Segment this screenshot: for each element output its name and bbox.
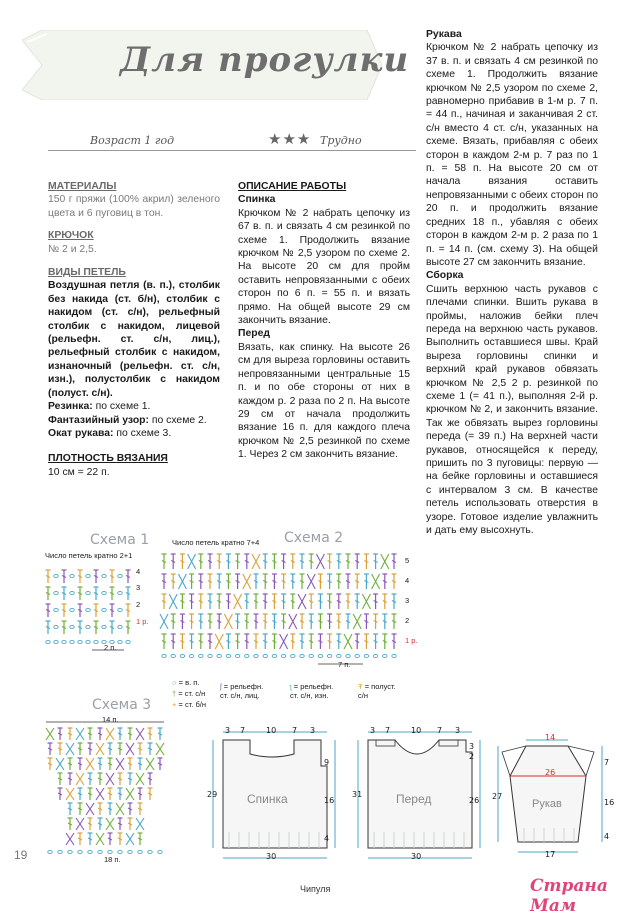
chain-mark (102, 591, 106, 594)
chain-mark (171, 654, 175, 657)
legend-hdc: Ŧ = полуст. с/н (358, 682, 396, 700)
chain-mark (281, 654, 285, 657)
page-title: Для прогулки (120, 40, 410, 80)
chain-mark (54, 591, 58, 594)
scheme3-chart (38, 720, 188, 860)
scheme2-row-4: 4 (405, 576, 410, 585)
chain-mark (309, 654, 313, 657)
chain-mark (118, 591, 122, 594)
difficulty-stars: ★★★ (268, 131, 312, 148)
chain-mark (70, 625, 74, 628)
chain-mark (300, 654, 304, 657)
gauge-text: 10 см = 22 п. (48, 466, 110, 478)
chain-mark (54, 640, 58, 643)
chain-mark (86, 591, 90, 594)
chain-mark (235, 654, 239, 657)
page-number: 19 (14, 848, 28, 862)
chain-mark (199, 654, 203, 657)
chain-mark (162, 654, 166, 657)
chain-mark (189, 654, 193, 657)
back-heading: Спинка (238, 194, 276, 206)
difficulty-label: Трудно (320, 134, 362, 147)
scheme2-row-5: 5 (405, 556, 410, 565)
chain-mark (118, 640, 122, 643)
chain-symbol: ○ (172, 678, 177, 687)
back-dim-top-5: 3 (310, 726, 316, 735)
chain-mark (86, 608, 90, 611)
chain-mark (245, 654, 249, 657)
chain-mark (180, 654, 184, 657)
chain-mark (118, 574, 122, 577)
legend-fpdc: ʃ = рельефн. ст. с/н, лиц. (220, 682, 264, 700)
chain-mark (70, 574, 74, 577)
legend-chain: ○ = в. п. (172, 678, 200, 687)
chain-mark (383, 654, 387, 657)
sleeve-dim-right-1: 7 (604, 758, 610, 767)
scheme2-row-2: 2 (405, 616, 410, 625)
chain-mark (158, 850, 162, 853)
cap-line: Окат рукава: по схеме 3. (48, 427, 172, 439)
back-dim-top-4: 7 (292, 726, 298, 735)
fpdc-symbol: ʃ (220, 682, 222, 691)
scheme1-caption: Число петель кратно 2+1 (45, 551, 133, 560)
chain-mark (128, 850, 132, 853)
front-dim-bottom: 30 (411, 852, 422, 861)
chain-mark (217, 654, 221, 657)
back-dim-top-2: 7 (240, 726, 246, 735)
scheme1-title: Схема 1 (90, 532, 150, 548)
chain-mark (118, 625, 122, 628)
chain-mark (392, 654, 396, 657)
sleeve-dim-left: 27 (492, 792, 503, 801)
scheme2-row-1: 1 р. (405, 636, 418, 645)
chain-mark (98, 850, 102, 853)
chain-mark (337, 654, 341, 657)
materials-heading: МАТЕРИАЛЫ (48, 181, 117, 192)
scheme3-title: Схема 3 (92, 697, 152, 713)
scheme1-row-4: 4 (136, 567, 141, 576)
scheme2-chart (158, 548, 408, 668)
chain-mark (58, 850, 62, 853)
chain-mark (78, 850, 82, 853)
scheme2-stitches: 7 п. (338, 660, 351, 669)
front-dim-top-1: 3 (370, 726, 376, 735)
header-rule (48, 150, 416, 151)
site-watermark: Страна Мам (530, 876, 608, 916)
hook-text: № 2 и 2,5. (48, 243, 97, 255)
back-text: Крючком № 2 набрать цепочку из 67 в. п. и связать 4 см резинкой по схеме 1. Продолжить вязание крючком № 2,5 узором по схеме 2. На высоте 20 см для пройм оставить непровязанными с обеих сторон по 6 п. = 55 п. и вязать прямо. На общей высоте 29 см закончить вязание. (238, 207, 410, 327)
description-heading: ОПИСАНИЕ РАБОТЫ (238, 181, 347, 192)
chain-mark (102, 608, 106, 611)
chain-mark (102, 574, 106, 577)
front-heading: Перед (238, 328, 270, 340)
chain-mark (54, 574, 58, 577)
right-column (426, 28, 598, 537)
age-label: Возраст 1 год (90, 134, 175, 147)
sleeve-dim-mid: 26 (545, 768, 556, 777)
chain-mark (94, 640, 98, 643)
chain-mark (62, 640, 66, 643)
chain-mark (70, 591, 74, 594)
assembly-text: Сшить верхнюю часть рукавов с плечами спинки. Вшить рукава в проймы, наложив бейки плеч переда на верхнюю часть рукавов. Выполнить оставшиеся швы. Край выреза горловины спинки и верхний край рукавов обвязать крючком № 2,5 2 р. резинкой по схеме 1 (= 41 п.), выполняя 2-й р. крючком № 2, и закончить вязание. Так же обвязать вырез горловины переда (= 39 п.) На верхней части рукавов, относящейся к переду, пришить по 3 пуговицы: первую — на бейке горловины и оставшиеся с интервалом 3 см. В качестве петель использовать отверстия в узоре. Готовое изделие увлажнить и дать ему высохнуть. (426, 283, 598, 537)
chain-mark (208, 654, 212, 657)
front-dim-top-3: 10 (411, 726, 422, 735)
chain-mark (272, 654, 276, 657)
scheme1-row-3: 3 (136, 583, 141, 592)
front-dim-left: 31 (352, 790, 363, 799)
chain-mark (254, 654, 258, 657)
chain-mark (54, 608, 58, 611)
gauge-heading: ПЛОТНОСТЬ ВЯЗАНИЯ (48, 453, 168, 465)
sleeves-heading: Рукава (426, 29, 462, 40)
symbol-legend (172, 678, 402, 714)
back-dim-bottom: 30 (266, 852, 277, 861)
sleeve-dim-top: 14 (545, 733, 556, 742)
back-dim-right-3: 4 (324, 834, 330, 843)
chain-mark (118, 608, 122, 611)
chain-mark (291, 654, 295, 657)
chain-mark (88, 850, 92, 853)
chain-mark (138, 850, 142, 853)
back-label: Спинка (247, 792, 288, 806)
scheme3-bottom-count: 18 п. (104, 855, 121, 864)
chain-mark (226, 654, 230, 657)
hdc-symbol: Ŧ (358, 682, 363, 691)
front-text: Вязать, как спинку. На высоте 26 см для выреза горловины оставить непровязанными центральные 15 п. и по обе стороны от них в каждом р. 2 раза по 2 п. На высоте 29 см от начала продолжить вязание 16 п. для каждого плеча крючком № 2,5 резинкой по схеме 1. Через 2 см закончить вязание. (238, 341, 410, 461)
chain-mark (346, 654, 350, 657)
sleeve-dim-bottom: 17 (545, 850, 556, 859)
legend-dc: † = ст. с/н (172, 689, 206, 698)
loops-heading: ВИДЫ ПЕТЕЛЬ (48, 267, 126, 279)
back-dim-top-1: 3 (225, 726, 231, 735)
chain-mark (86, 640, 90, 643)
sleeves-text: Крючком № 2 набрать цепочку из 37 в. п. и связать 4 см резинкой по схеме 1. Продолжить вязание крючком № 2,5 узором по схеме 2, равномерно прибавив в 1-м р. 7 п. = 44 п., начиная и заканчивая 2 ст. с/н вместо 4 ст. с/н, указанных на схеме. Вязать, прибавляя с обеих сторон в каждом 2-м р. 7 раз по 1 п. = 58 п. На высоте 20 см от начала вязания оставить непровязанными с обеих сторон по 20 п. и продолжить вязание средних 18 п., убавляя с обеих сторон в каждом 2-м р. 2 раза по 1 п. = 14 п. (см. схему 3). На общей высоте 27 см закончить вязание. (426, 42, 598, 268)
scheme1-row-2: 2 (136, 600, 141, 609)
chain-mark (364, 654, 368, 657)
chain-mark (70, 640, 74, 643)
back-dim-top-3: 10 (266, 726, 277, 735)
chain-mark (148, 850, 152, 853)
chain-mark (48, 850, 52, 853)
front-label: Перед (396, 792, 432, 806)
loops-text: Воздушная петля (в. п.), столбик без накида (ст. б/н), столбик с накидом (ст. с/н), рельефный столбик с накидом, лицевой (рельефн. ст. с/н, лиц.), рельефный столбик с накидом, изнаночный (рельефн. ст. с/н, изн.), полустолбик с накидом (полуст. с/н). (48, 280, 220, 399)
bpdc-symbol: ʅ (290, 682, 292, 691)
chain-mark (70, 608, 74, 611)
scheme2-title: Схема 2 (284, 530, 344, 546)
dc-symbol: † (172, 689, 177, 698)
sleeve-dim-right-3: 4 (604, 832, 610, 841)
sleeve-dim-right-2: 16 (604, 798, 615, 807)
front-dim-top-2: 7 (385, 726, 391, 735)
chain-mark (373, 654, 377, 657)
chain-mark (355, 654, 359, 657)
scheme1-row-1: 1 р. (136, 617, 149, 626)
footer-credit: Чипуля (300, 884, 331, 894)
scheme2-caption: Число петель кратно 7+4 (172, 538, 260, 547)
front-dim-top-5: 3 (455, 726, 461, 735)
front-dim-right-3: 26 (469, 796, 480, 805)
scheme2-row-3: 3 (405, 596, 410, 605)
rib-line: Резинка: по схеме 1. (48, 401, 151, 413)
back-dim-left: 29 (207, 790, 218, 799)
chain-mark (108, 850, 112, 853)
middle-column (238, 180, 410, 462)
chain-mark (68, 850, 72, 853)
hook-heading: КРЮЧОК (48, 230, 94, 242)
sleeve-label: Рукав (532, 798, 562, 810)
chain-mark (86, 574, 90, 577)
front-dim-right-1: 3 (469, 742, 475, 751)
front-dim-right-2: 2 (469, 752, 475, 761)
legend-bpdc: ʅ = рельефн. ст. с/н, изн. (290, 682, 334, 700)
chain-mark (118, 850, 122, 853)
chain-mark (86, 625, 90, 628)
front-dim-top-4: 7 (437, 726, 443, 735)
back-dim-right-1: 9 (324, 758, 330, 767)
assembly-heading: Сборка (426, 270, 464, 282)
legend-sc: + = ст. б/н (172, 700, 206, 709)
sc-symbol: + (172, 700, 177, 709)
left-column (48, 180, 220, 479)
materials-text: 150 г пряжи (100% акрил) зеленого цвета и 6 пуговиц в тон. (48, 194, 220, 219)
chain-mark (318, 654, 322, 657)
fancy-line: Фантазийный узор: по схеме 2. (48, 414, 207, 426)
scheme1-stitches: 2 п. (104, 643, 117, 652)
chain-mark (102, 625, 106, 628)
back-dim-right-2: 16 (324, 796, 335, 805)
chain-mark (263, 654, 267, 657)
chain-mark (54, 625, 58, 628)
chain-mark (78, 640, 82, 643)
chain-mark (327, 654, 331, 657)
chain-mark (126, 640, 130, 643)
chain-mark (46, 640, 50, 643)
scheme3-top-count: 14 п. (102, 715, 119, 724)
scheme1-chart (40, 562, 160, 654)
